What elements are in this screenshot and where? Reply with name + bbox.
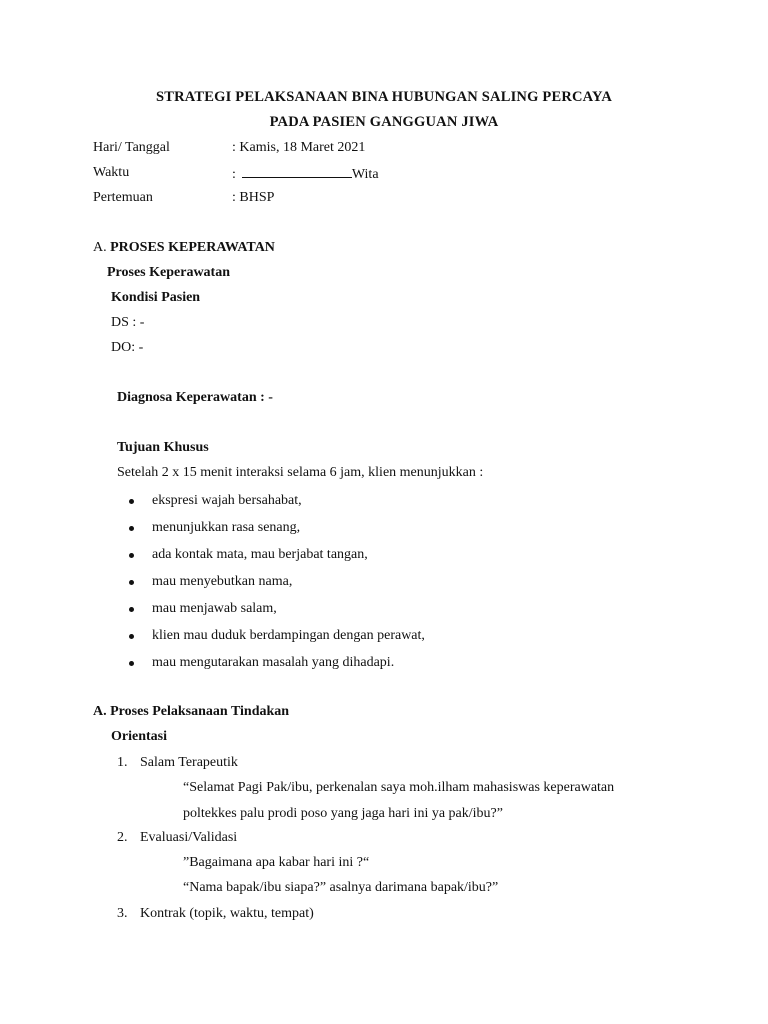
pertemuan-label: Pertemuan — [93, 190, 153, 205]
waktu-colon: : — [232, 167, 236, 182]
waktu-label: Waktu — [93, 165, 130, 180]
item-quote-line: “Selamat Pagi Pak/ibu, perkenalan saya moh.ilham mahasiswas keperawatan — [183, 780, 615, 795]
waktu-suffix: Wita — [351, 167, 379, 182]
bullet-dot — [129, 661, 134, 666]
hari-value: : Kamis, 18 Maret 2021 — [232, 140, 366, 155]
item-label: Kontrak (topik, waktu, tempat) — [140, 906, 314, 921]
section-a-title: PROSES KEPERAWATAN — [110, 240, 275, 255]
item-number: 1. — [117, 755, 128, 770]
do-line: DO: - — [111, 340, 144, 355]
waktu-blank-line — [242, 164, 352, 178]
bullet-item: ekspresi wajah bersahabat, — [152, 493, 302, 508]
diagnosa-heading: Diagnosa Keperawatan : - — [117, 390, 273, 405]
document-title-line1: STRATEGI PELAKSANAAN BINA HUBUNGAN SALING PERCAYA — [155, 89, 613, 105]
bullet-dot — [129, 634, 134, 639]
bullet-item: mau menjawab salam, — [152, 601, 277, 616]
waktu-value — [232, 164, 379, 184]
ds-line: DS : - — [111, 315, 145, 330]
hari-label: Hari/ Tanggal — [93, 140, 170, 155]
section-a-heading — [93, 239, 275, 257]
bullet-dot — [129, 607, 134, 612]
bullet-dot — [129, 499, 134, 504]
item-quote-line: ”Bagaimana apa kabar hari ini ?“ — [183, 855, 370, 870]
document-title-line2: PADA PASIEN GANGGUAN JIWA — [269, 114, 499, 130]
bullet-item: mau mengutarakan masalah yang dihadapi. — [152, 655, 395, 670]
pertemuan-value: : BHSP — [232, 190, 275, 205]
item-label: Evaluasi/Validasi — [140, 830, 238, 845]
kondisi-pasien-heading: Kondisi Pasien — [111, 290, 201, 305]
proses-keperawatan-sub: Proses Keperawatan — [107, 265, 230, 280]
bullet-item: mau menyebutkan nama, — [152, 574, 293, 589]
section-b-heading: A. Proses Pelaksanaan Tindakan — [93, 704, 290, 719]
bullet-dot — [129, 553, 134, 558]
item-number: 3. — [117, 906, 128, 921]
item-quote-line: poltekkes palu prodi poso yang jaga hari ini ya pak/ibu?” — [183, 806, 503, 821]
item-number: 2. — [117, 830, 128, 845]
tujuan-intro: Setelah 2 x 15 menit interaksi selama 6 jam, klien menunjukkan : — [117, 465, 484, 480]
item-label: Salam Terapeutik — [140, 755, 238, 770]
section-a-prefix: A. — [93, 240, 107, 255]
bullet-item: klien mau duduk berdampingan dengan perawat, — [152, 628, 425, 643]
orientasi-heading: Orientasi — [111, 729, 167, 744]
bullet-dot — [129, 580, 134, 585]
bullet-item: menunjukkan rasa senang, — [152, 520, 301, 535]
tujuan-khusus-heading: Tujuan Khusus — [117, 440, 209, 455]
item-quote-line: “Nama bapak/ibu siapa?” asalnya darimana bapak/ibu?” — [183, 880, 499, 895]
bullet-item: ada kontak mata, mau berjabat tangan, — [152, 547, 368, 562]
bullet-dot — [129, 526, 134, 531]
